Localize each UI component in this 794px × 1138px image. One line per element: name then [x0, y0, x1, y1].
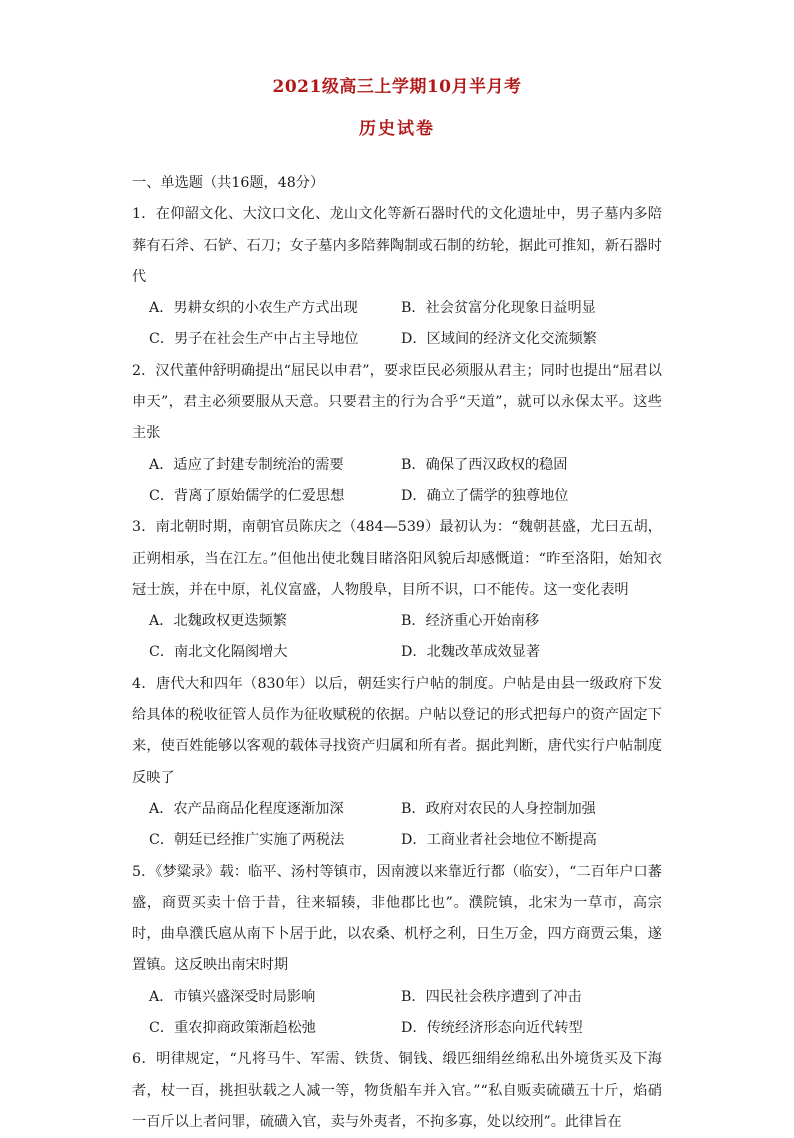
option-a: A．男耕女织的小农生产方式出现 [149, 300, 358, 317]
question-options [132, 982, 662, 1045]
option-a: A．市镇兴盛深受时局影响 [149, 988, 316, 1005]
option-c: C．南北文化隔阂增大 [149, 644, 288, 661]
question-stem: 3．南北朝时期，南朝官员陈庆之（484—539）最初认为：“魏朝甚盛，尤曰五胡，正朔相承，当在江左。”但他出使北魏目睹洛阳风貌后却感慨道：“昨至洛阳，始知衣冠士族，并在中原，礼仪富盛，人物殷阜，目所不识，口不能传。这一变化表明 [132, 519, 662, 598]
question-stem: 4．唐代大和四年（830年）以后，朝廷实行户帖的制度。户帖是由县一级政府下发给具体的税收征管人员作为征收赋税的依据。户帖以登记的形式把每户的资产固定下来，使百姓能够以客观的载体寻找资产归属和所有者。据此判断，唐代实行户帖制度反映了 [132, 675, 662, 786]
question-stem: 5．《梦粱录》载：临平、汤村等镇市，因南渡以来靠近行都（临安），“二百年户口蕃盛，商贾买卖十倍于昔，往来辐辏，非他郡比也”。濮院镇，北宋为一草市，高宗时，曲阜濮氏扈从南下卜居于此，以农桑、机杼之利，日生万金，四方商贾云集，遂置镇。这反映出南宋时期 [132, 863, 662, 974]
option-c: C．重农抑商政策渐趋松弛 [149, 1020, 316, 1037]
question-options [132, 606, 662, 669]
option-a: A．适应了封建专制统治的需要 [149, 456, 344, 473]
option-b: B．确保了西汉政权的稳固 [401, 456, 568, 473]
question-stem: 6．明律规定，“凡将马牛、军需、铁货、铜钱、缎匹细绢丝绵私出外境货买及下海者，杖一百，挑担驮载之人减一等，物货船车并入官。”“私自贩卖硫磺五十斤，焰硝一百斤以上者问罪，硫磺入官，卖与外夷者，不拘多寡，处以绞刑”。此律旨在 [132, 1051, 662, 1130]
question-options [132, 293, 662, 356]
exam-title: 2021级高三上学期10月半月考 [272, 77, 522, 97]
option-c: C．男子在社会生产中占主导地位 [149, 331, 359, 348]
question-4 [132, 669, 662, 857]
option-c: C．背离了原始儒学的仁爱思想 [149, 487, 345, 504]
option-b: B．社会贫富分化现象日益明显 [401, 300, 596, 317]
option-b: B．政府对农民的人身控制加强 [401, 800, 596, 817]
question-options [132, 794, 662, 857]
option-d: D．区域间的经济文化交流频繁 [401, 331, 597, 348]
question-2 [132, 356, 662, 512]
option-b: B．经济重心开始南移 [401, 613, 540, 630]
question-options [132, 450, 662, 513]
question-3 [132, 512, 662, 668]
option-c: C．朝廷已经推广实施了两税法 [149, 832, 345, 849]
option-d: D．传统经济形态向近代转型 [401, 1020, 583, 1037]
exam-content [132, 168, 662, 1138]
option-a: A．农产品商品化程度逐渐加深 [149, 800, 344, 817]
question-stem: 2．汉代董仲舒明确提出“屈民以申君”，要求臣民必须服从君主；同时也提出“屈君以申天”，君主必须要服从天意。只要君主的行为合乎“天道”，就可以永保太平。这些主张 [132, 362, 662, 442]
option-b: B．四民社会秩序遭到了冲击 [401, 988, 582, 1005]
option-d: D．工商业者社会地位不断提高 [401, 832, 597, 849]
question-1 [132, 199, 662, 355]
question-6 [132, 1044, 662, 1138]
option-d: D．北魏改革成效显著 [401, 644, 541, 661]
option-d: D．确立了儒学的独尊地位 [401, 487, 569, 504]
question-5 [132, 857, 662, 1045]
option-a: A．北魏政权更迭频繁 [149, 613, 287, 630]
question-stem: 1．在仰韶文化、大汶口文化、龙山文化等新石器时代的文化遗址中，男子墓内多陪葬有石斧、石铲、石刀；女子墓内多陪葬陶制或石制的纺轮，据此可推知，新石器时代 [132, 206, 662, 285]
exam-subtitle: 历史试卷 [359, 119, 435, 139]
section-heading: 一、单选题（共16题，48分） [132, 175, 325, 191]
